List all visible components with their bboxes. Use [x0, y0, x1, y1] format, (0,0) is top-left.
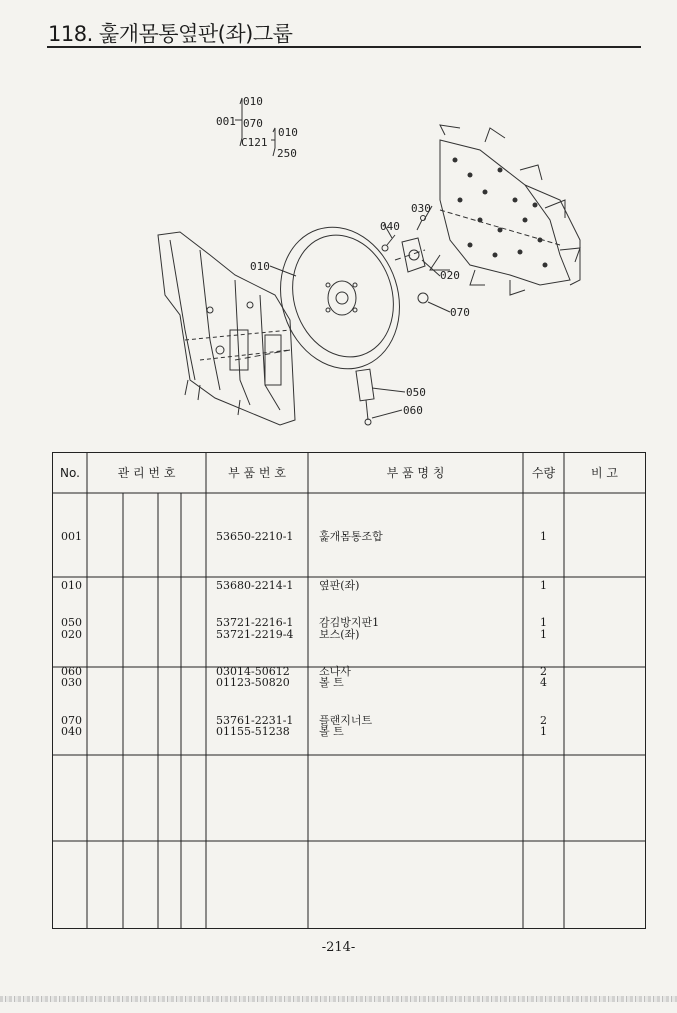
group2-name-column — [319, 583, 519, 761]
page-title: 118. 훑개몸통옆판(좌)그룹 — [48, 22, 293, 46]
cell-no: 010 — [61, 579, 82, 592]
cell-part-name: 보스(좌) — [319, 627, 360, 641]
callout-050: 050 — [406, 386, 426, 399]
cell-qty: 1 — [540, 530, 547, 544]
callout-020: 020 — [440, 269, 460, 282]
cell-part-name: 옆판(좌) — [319, 579, 360, 592]
callout-060: 060 — [403, 404, 423, 417]
header-management-no: 관 리 번 호 — [117, 466, 176, 480]
header-no: No. — [60, 466, 80, 480]
cell-part-no: 53761-2231-1 — [216, 713, 294, 727]
callout-030: 030 — [411, 202, 431, 215]
cell-no: 060 — [61, 665, 82, 678]
title-divider — [47, 46, 641, 48]
boss-drawing — [402, 238, 425, 272]
cell-qty: 1 — [540, 627, 547, 641]
cell-part-no: 53721-2216-1 — [216, 616, 294, 630]
cell-part-name: 볼 트 — [319, 676, 344, 690]
parts-table — [52, 452, 646, 929]
cell-no: 001 — [61, 530, 82, 544]
cell-part-name: 감김방지판1 — [319, 616, 380, 630]
cell-no: 020 — [61, 627, 82, 641]
header-part-name: 부 품 명 칭 — [386, 466, 445, 480]
header-part-no: 부 품 번 호 — [228, 466, 286, 480]
cell-part-name: 훑개몸통조합 — [319, 530, 383, 544]
exploded-parts-diagram — [140, 80, 620, 440]
cell-part-no: 03014-50612 — [216, 665, 290, 678]
cell-qty: 2 — [540, 665, 547, 678]
page-number: -214- — [321, 940, 356, 955]
cell-qty: 1 — [540, 724, 547, 738]
cell-part-no: 53721-2219-4 — [216, 627, 294, 641]
callout-010-a: 010 — [243, 95, 263, 108]
header-qty: 수량 — [531, 466, 556, 480]
group2-no-column — [61, 583, 87, 761]
cell-part-no: 01123-50820 — [216, 676, 290, 690]
cell-part-name: 소나사 — [319, 665, 351, 678]
callout-001: 001 — [216, 115, 236, 128]
cell-qty: 2 — [540, 713, 547, 727]
group2-qty-column — [523, 583, 564, 761]
cell-qty: 4 — [540, 676, 547, 690]
group2-partno-column — [216, 583, 306, 761]
callout-070-a: 070 — [243, 117, 263, 130]
cell-part-no: 53680-2214-1 — [216, 579, 294, 592]
cell-part-no: 53650-2210-1 — [216, 530, 294, 544]
cell-part-name: 볼 트 — [319, 724, 344, 738]
callout-070: 070 — [450, 306, 470, 319]
cell-qty: 1 — [540, 579, 547, 592]
callout-040: 040 — [380, 220, 400, 233]
cell-part-name: 플랜지너트 — [319, 713, 373, 727]
cell-no: 050 — [61, 616, 82, 630]
frame-drawing — [158, 232, 295, 425]
callout-010-b: 010 — [278, 126, 298, 139]
cell-qty: 1 — [540, 616, 547, 630]
cell-no: 070 — [61, 713, 82, 727]
scan-artifact — [0, 996, 677, 1002]
callout-010: 010 — [250, 260, 270, 273]
header-note: 비 고 — [591, 466, 618, 480]
cell-no: 030 — [61, 676, 82, 690]
cell-no: 040 — [61, 724, 82, 738]
callout-c121: C121 — [241, 136, 268, 149]
cell-part-no: 01155-51238 — [216, 724, 290, 738]
callout-250: 250 — [277, 147, 297, 160]
